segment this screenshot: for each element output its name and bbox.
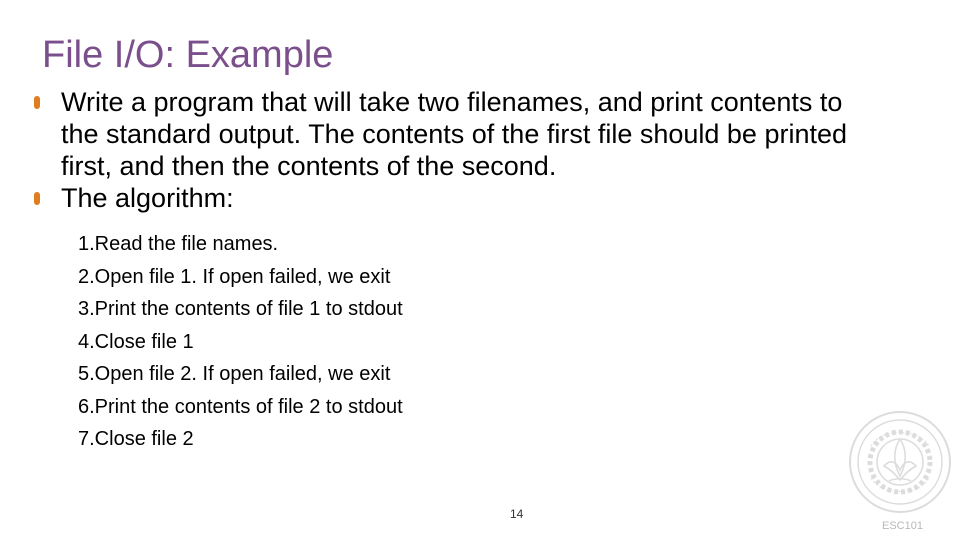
algorithm-step: 2.Open file 1. If open failed, we exit	[78, 265, 391, 288]
algorithm-step: 5.Open file 2. If open failed, we exit	[78, 363, 391, 385]
page-number: 14	[510, 507, 524, 521]
algorithm-steps	[78, 228, 598, 456]
algorithm-step: 4.Close file 1	[78, 330, 194, 353]
algorithm-step: 1.Read the file names.	[78, 233, 279, 255]
bullet-text: The algorithm:	[61, 183, 234, 213]
bullet-item-program-description	[34, 86, 884, 182]
algorithm-step: 3.Print the contents of file 1 to stdout	[78, 298, 403, 320]
bullet-point-icon	[34, 192, 40, 205]
algorithm-step: 6.Print the contents of file 2 to stdout	[78, 395, 403, 418]
bullet-text: Write a program that will take two filenames, and print contents to the standard output. The contents of the first file should be printed first, and then the contents of the second.	[61, 87, 848, 181]
bullet-item-algorithm	[34, 182, 884, 214]
institute-emblem-icon	[846, 408, 954, 516]
course-code: ESC101	[882, 520, 923, 532]
algorithm-step: 7.Close file 2	[78, 428, 194, 450]
bullet-list	[34, 86, 884, 214]
slide-title: File I/O: Example	[42, 34, 334, 76]
bullet-point-icon	[34, 96, 40, 109]
